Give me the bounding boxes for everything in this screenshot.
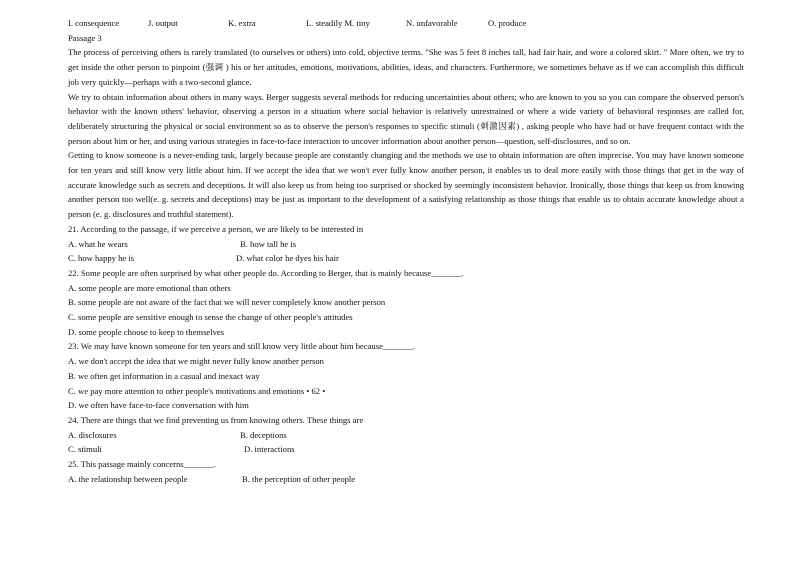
question-21-option-a: A. what he wears [68, 238, 128, 249]
paragraph-3: Getting to know someone is a never-ending task, largely because people are constantly changing and the methods we use to obtain information are often imprecise. You may have known someone for ten years and still know very little about him. If we accept the idea that we won't ever fully know another person, it enables us to deal more easily with those things that get in the way of accurate knowledge such as secrets and deceptions. It will also keep us from being too surprised or shocked by seemingly inconsistent behavior. Ironically, those things that keep us from knowing another person too well(e. g. secrets and deceptions) may be just as important to the development of a satisfying relationship as those things that enable us to obtain accurate knowledge about a person (e. g. disclosures and truthful statement). [68, 150, 744, 220]
question-22-option-d: D. some people choose to keep to themselves [68, 326, 225, 337]
question-22-option-c: C. some people are sensitive enough to sense the change of other people's attitudes [68, 312, 353, 323]
option-n: N. unfavorable [406, 18, 458, 28]
question-24-option-b: B. deceptions [240, 429, 287, 440]
question-25-options-ab [68, 472, 744, 487]
question-21-options-ab [68, 237, 744, 252]
paragraph-2: We try to obtain information about others in many ways. Berger suggests several methods for reducing uncertainties about others; who are known to you so you can compare the observed person's behavior with the known others' behavior, observing a person in a situation where social behavior is relatively unrestrained or where a wide variety of behavioral responses are called for, deliberately structuring the physical or social environment so as to observe the person's responses to specific stimuli (刺激因素) , asking people who have had or have frequent contact with the person about him or her, and using various strategies in face-to-face interaction to uncover information about another person—question, self-disclosures, and so on. [68, 91, 744, 146]
question-24-option-d: D. interactions [244, 444, 295, 455]
question-22-option-a: A. some people are more emotional than others [68, 282, 231, 293]
question-25-option-a: A. the relationship between people [68, 473, 188, 484]
question-24-options-cd [68, 442, 744, 457]
question-24-option-c: C. stimuli [68, 444, 102, 455]
paragraph-1: The process of perceiving others is rarely translated (to ourselves or others) into cold, objective terms. "She was 5 feet 8 inches tall, had fair hair, and wore a colored skirt. " More often, we try to get inside the other person to pinpoint (强调 ) his or her attitudes, emotions, motivations, abilities, ideas, and characters. Furthermore, we sometimes behave as if we can accomplish this difficult job very quickly—perhaps with a two-second glance. [68, 47, 744, 87]
question-23-option-c: C. we pay more attention to other people's motivations and emotions • 62 • [68, 385, 326, 396]
question-25-option-b: B. the perception of other people [242, 473, 356, 484]
question-21-option-b: B. how tall he is [240, 238, 297, 249]
option-l-m: L. steadily M. tiny [306, 18, 370, 28]
question-24-option-a: A. disclosures [68, 429, 117, 440]
worksheet-page [68, 16, 744, 486]
question-22-stem: 22. Some people are often surprised by what other people do. According to Berger, that is mainly because_______. [68, 267, 464, 278]
word-options-row [68, 16, 744, 31]
option-k: K. extra [228, 18, 256, 28]
option-o: O. produce [488, 18, 527, 28]
question-24-options-ab [68, 428, 744, 443]
question-21-stem: 21. According to the passage, if we perceive a person, we are likely to be interested in [68, 223, 364, 234]
question-23-stem: 23. We may have known someone for ten years and still know very little about him because_______. [68, 341, 416, 352]
question-23-option-a: A. we don't accept the idea that we might never fully know another person [68, 356, 324, 367]
question-21-options-cd [68, 251, 744, 266]
question-22-option-b: B. some people are not aware of the fact that we will never completely know another person [68, 297, 386, 308]
option-i: I. consequence [68, 18, 120, 28]
question-24-stem: 24. There are things that we find preventing us from knowing others. These things are [68, 414, 364, 425]
option-j: J. output [148, 18, 178, 28]
question-21-option-c: C. how happy he is [68, 253, 135, 264]
question-21-option-d: D. what color he dyes his hair [236, 253, 339, 264]
passage-title: Passage 3 [68, 32, 102, 43]
question-25-stem: 25. This passage mainly concerns_______. [68, 459, 216, 470]
question-23-option-b: B. we often get information in a casual and inexact way [68, 370, 260, 381]
question-23-option-d: D. we often have face-to-face conversation with him [68, 400, 249, 411]
